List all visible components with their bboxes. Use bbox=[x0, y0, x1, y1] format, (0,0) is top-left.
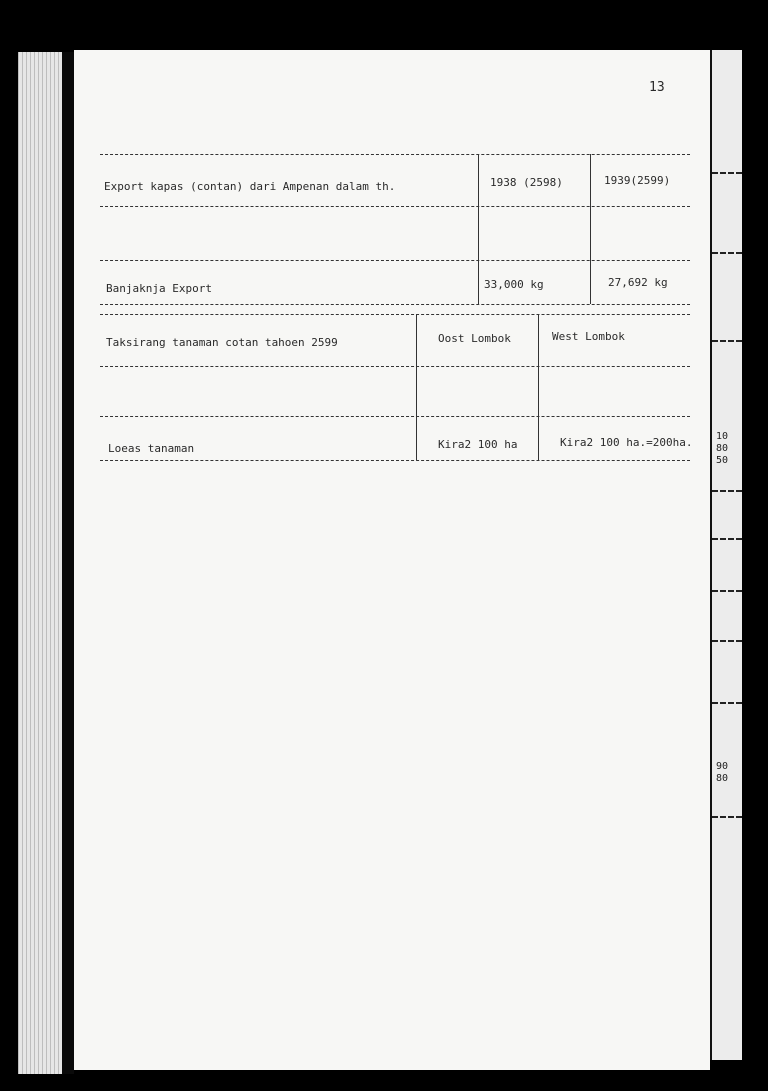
margin-fragment: 80 bbox=[716, 773, 729, 784]
margin-fragment: 50 bbox=[716, 455, 729, 466]
estimate-row-oost: Kira2 100 ha bbox=[438, 438, 518, 451]
binding-edge bbox=[62, 52, 74, 1074]
export-header-1938: 1938 (2598) bbox=[490, 176, 563, 189]
estimate-header-west: West Lombok bbox=[552, 330, 625, 343]
estimate-header-oost: Oost Lombok bbox=[438, 332, 511, 345]
export-table bbox=[100, 154, 690, 294]
export-row-label: Banjaknja Export bbox=[106, 282, 212, 295]
margin-fragment: 90 bbox=[716, 761, 729, 772]
document-page bbox=[74, 50, 710, 1070]
export-header-label: Export kapas (contan) dari Ampenan dalam th. bbox=[104, 180, 396, 193]
adjacent-page-strip bbox=[18, 52, 62, 1074]
margin-fragment: 80 bbox=[716, 443, 729, 454]
estimate-header-label: Taksirang tanaman cotan tahoen 2599 bbox=[106, 336, 338, 349]
margin-fragment: 10 bbox=[716, 431, 729, 442]
estimate-row-label: Loeas tanaman bbox=[108, 442, 195, 455]
adjacent-page-strip-right bbox=[710, 50, 742, 1060]
estimate-row-west: Kira2 100 ha.=200ha. bbox=[560, 436, 693, 449]
export-header-1939: 1939(2599) bbox=[604, 174, 671, 187]
export-row-1939: 27,692 kg bbox=[608, 276, 668, 289]
estimate-table bbox=[100, 314, 693, 464]
export-row-1938: 33,000 kg bbox=[484, 278, 544, 291]
page-number: 13 bbox=[649, 80, 665, 95]
